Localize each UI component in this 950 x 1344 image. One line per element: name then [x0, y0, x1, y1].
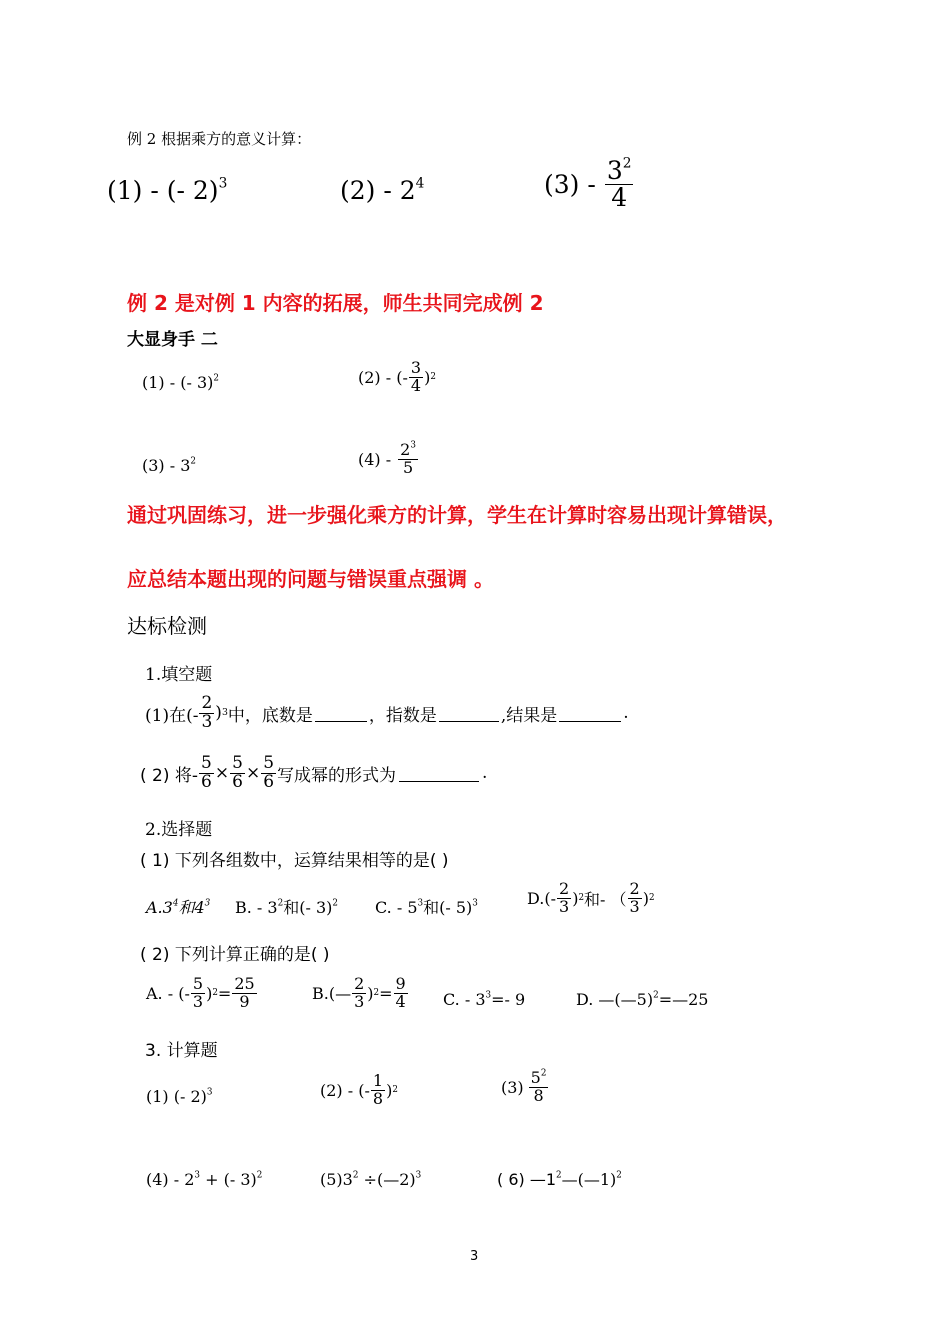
- example2-problem-1: (1) - (- 2)$^3$: [107, 175, 228, 205]
- choice-q1-option-d[interactable]: D.(- $\frac{2}{3}$ ) 2 和- （ $\frac{2}{3}$ ) 2: [527, 879, 655, 916]
- check-title: 达标检测: [127, 614, 207, 638]
- choice-q2-option-a[interactable]: A. - (- $\frac{5}{3}$ ) 2 = $\frac{25}{9}$: [146, 974, 255, 1011]
- calc-title: 3. 计算题: [145, 1041, 218, 1061]
- calc-q2: (2) - (- $\frac{1}{8}$ ) 2: [320, 1071, 398, 1108]
- example2-problem-3: (3) - $\frac{3^2}{4}$: [544, 155, 632, 213]
- practice-q1: (1) - (- 3)$^2$: [142, 373, 220, 392]
- fill-title: 1.填空题: [145, 665, 213, 685]
- calc-q6: ( 6) $—1^2—(—1)^2$: [497, 1170, 622, 1189]
- example2-problem-2: $(2) - 2^4$: [340, 175, 425, 205]
- choice-q1-option-c[interactable]: C. - $5^3$和(- 5)$^3$: [375, 898, 478, 917]
- teaching-note-3: 应总结本题出现的问题与错误重点强调 。: [127, 567, 494, 591]
- calc-q5: $(5)3^2$ ÷(—2)$^3$: [320, 1170, 422, 1189]
- choice-q2-option-b[interactable]: B.(— $\frac{2}{3}$ ) 2 = $\frac{9}{4}$: [312, 974, 406, 1011]
- fill-q2: ( 2) 将- $\frac{5}{6}$ × $\frac{5}{6}$ × $\frac{5}{6}$ 写成幂的形式为 .: [140, 753, 488, 792]
- choice-q2-option-d[interactable]: D. —(—5)$^2$=—25: [576, 990, 709, 1009]
- blank-power-form[interactable]: [399, 764, 479, 782]
- blank-exponent[interactable]: [439, 704, 499, 722]
- calc-q1: (1) (- 2)$^3$: [146, 1087, 213, 1106]
- practice-q3: $(3) - 3^2$: [142, 456, 197, 475]
- choice-q1-option-a[interactable]: $A.3^4$和$4^3$: [146, 898, 211, 917]
- choice-title: 2.选择题: [145, 820, 213, 840]
- blank-result[interactable]: [559, 704, 621, 722]
- teaching-note-2: 通过巩固练习，进一步强化乘方的计算，学生在计算时容易出现计算错误，: [127, 503, 787, 527]
- teaching-note-1: 例 2 是对例 1 内容的拓展，师生共同完成例 2: [127, 291, 544, 315]
- practice-q2: (2) - (- $\frac{3}{4}$ ) 2: [358, 358, 436, 395]
- example2-intro: 例 2 根据乘方的意义计算：: [127, 130, 312, 148]
- blank-base[interactable]: [315, 704, 367, 722]
- fill-q1: (1)在(- $\frac{2}{3}$ ) 3 中，底数是 ，指数是 ,结果是 .: [145, 693, 629, 732]
- choice-q2-option-c[interactable]: C. - $3^3=-$ 9: [443, 990, 526, 1009]
- practice-q4: (4) - $\frac{2^3}{5}$: [358, 440, 416, 477]
- calc-q3: (3) $\frac{5^2}{8}$: [501, 1068, 547, 1105]
- calc-q4: $(4) - 2^3$ + (- 3)$^2$: [146, 1170, 263, 1189]
- page-number: 3: [470, 1249, 479, 1264]
- section-title: 大显身手 二: [127, 330, 218, 350]
- choice-q1-option-b[interactable]: B. - $3^2$和(- 3)$^2$: [235, 898, 338, 917]
- choice-q1: ( 1) 下列各组数中，运算结果相等的是( ): [140, 851, 449, 871]
- choice-q2: ( 2) 下列计算正确的是( ): [140, 945, 330, 965]
